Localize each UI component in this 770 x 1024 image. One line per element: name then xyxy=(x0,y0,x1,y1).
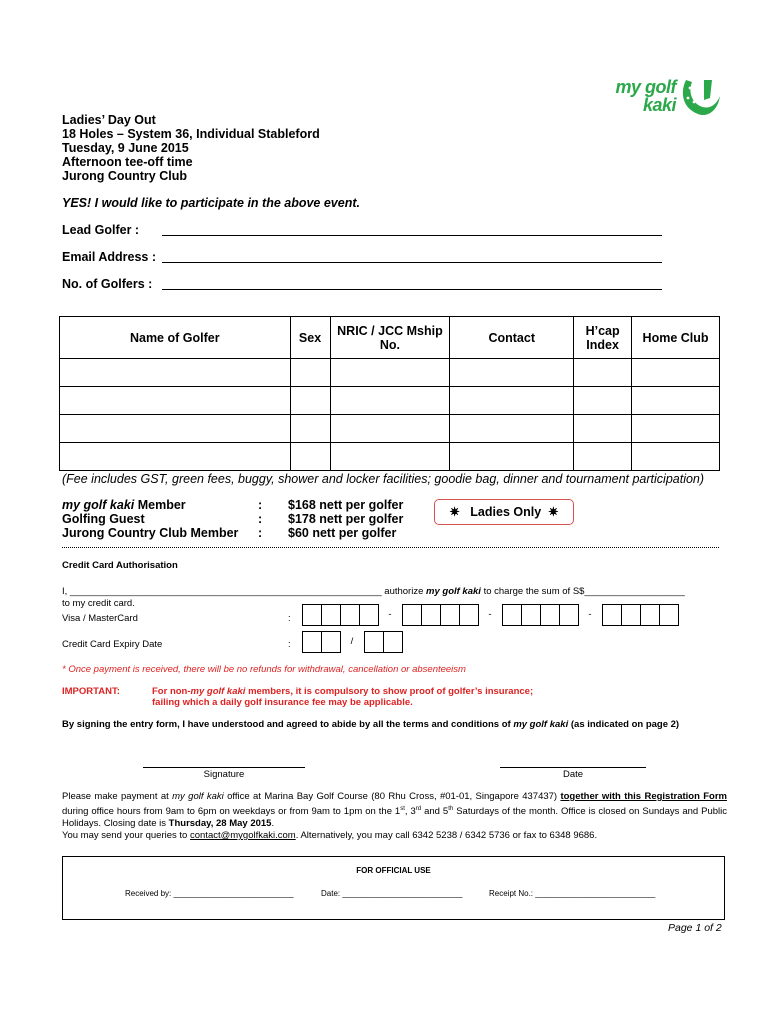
pay-sup: th xyxy=(448,806,454,812)
event-venue: Jurong Country Club xyxy=(62,169,187,183)
table-cell[interactable] xyxy=(60,415,291,443)
table-row xyxy=(60,415,720,443)
table-cell[interactable] xyxy=(632,415,720,443)
card-digit-box[interactable] xyxy=(340,604,360,626)
table-cell[interactable] xyxy=(632,443,720,471)
table-cell[interactable] xyxy=(330,443,450,471)
query-a: You may send your queries to xyxy=(62,830,190,841)
table-cell[interactable] xyxy=(60,443,291,471)
pay-sup: rd xyxy=(415,806,422,812)
event-title: Ladies’ Day Out xyxy=(62,113,156,127)
lead-golfer-row xyxy=(62,223,662,239)
section-divider xyxy=(62,547,719,548)
rate-price: $178 nett per golfer xyxy=(288,512,404,526)
col-hcap xyxy=(574,317,632,359)
credit-card-title: Credit Card Authorisation xyxy=(62,560,178,571)
table-cell[interactable] xyxy=(450,387,574,415)
lead-golfer-input[interactable] xyxy=(162,235,662,236)
table-cell[interactable] xyxy=(632,387,720,415)
expiry-colon: : xyxy=(288,639,291,650)
table-cell[interactable] xyxy=(290,443,330,471)
col-home-club: Home Club xyxy=(632,317,720,359)
authorisation-line xyxy=(62,586,722,597)
agree-brand: my golf kaki xyxy=(513,719,569,730)
col-nric xyxy=(330,317,450,359)
expiry-digit-box[interactable] xyxy=(383,631,403,653)
expiry-slash: / xyxy=(350,636,354,647)
signature-line[interactable] xyxy=(143,767,305,768)
table-row xyxy=(60,359,720,387)
table-cell[interactable] xyxy=(450,359,574,387)
fee-note: (Fee includes GST, green fees, buggy, shower and locker facilities; goodie bag, dinner and tournament participation) xyxy=(62,472,705,486)
refund-note: * Once payment is received, there will be no refunds for withdrawal, cancellation or absenteeism xyxy=(62,664,466,675)
event-details xyxy=(62,113,320,183)
golfer-table xyxy=(59,316,720,471)
rate-label xyxy=(62,498,186,512)
table-cell[interactable] xyxy=(330,359,450,387)
pay-underline: together with this Registration Form xyxy=(560,791,728,802)
event-format: 18 Holes – System 36, Individual Stableford xyxy=(62,127,320,141)
card-digit-box[interactable] xyxy=(640,604,660,626)
rate-colon: : xyxy=(258,498,263,512)
logo-line1: my golf xyxy=(615,77,676,97)
rate-label: Golfing Guest xyxy=(62,512,145,526)
golfers-count-label: No. of Golfers : xyxy=(62,277,153,291)
table-cell[interactable] xyxy=(450,415,574,443)
official-date-field[interactable]: Date: ___________________________ xyxy=(321,889,463,898)
card-digit-box[interactable] xyxy=(559,604,579,626)
table-row xyxy=(60,387,720,415)
pay-text: , 3 xyxy=(404,806,416,818)
table-cell[interactable] xyxy=(290,387,330,415)
table-cell[interactable] xyxy=(450,443,574,471)
expiry-digit-box[interactable] xyxy=(364,631,384,653)
golfers-count-row xyxy=(62,277,662,293)
ladies-only-badge xyxy=(434,499,574,525)
company-logo xyxy=(586,78,726,122)
logo-line2: kaki xyxy=(642,95,676,115)
pay-text: office at Marina Bay Golf Course (80 Rhu Cross, #01-01, Singapore 437437) xyxy=(223,791,561,802)
card-digit-box[interactable] xyxy=(659,604,679,626)
card-digit-box[interactable] xyxy=(459,604,479,626)
official-use-title: FOR OFFICIAL USE xyxy=(356,866,431,875)
receipt-no-field[interactable]: Receipt No.: ___________________________ xyxy=(489,889,656,898)
logo-wordmark xyxy=(586,78,676,114)
important-line1 xyxy=(152,686,533,697)
golf-swoosh-icon xyxy=(678,78,722,118)
card-digit-box[interactable] xyxy=(302,604,322,626)
auth-suffix: to charge the sum of S$___________________ xyxy=(480,586,685,597)
card-number-colon: : xyxy=(288,613,291,624)
important-b: members, it is compulsory to show proof of golfer’s insurance; xyxy=(245,686,534,697)
expiry-label: Credit Card Expiry Date xyxy=(62,639,163,650)
participation-statement: YES! I would like to participate in the above event. xyxy=(62,196,360,210)
auth-prefix: I, ___________________________________________________________ authorize xyxy=(62,586,427,597)
expiry-digit-box[interactable] xyxy=(302,631,322,653)
rate-price: $168 nett per golfer xyxy=(288,498,404,512)
rate-colon: : xyxy=(258,526,263,540)
email-input[interactable] xyxy=(162,262,662,263)
pay-text: during office hours from 9am to 6pm on weekdays or from 9am to 1pm on the 1 xyxy=(62,806,401,818)
star-icon: ✷ xyxy=(548,505,559,519)
col-sex: Sex xyxy=(290,317,330,359)
card-dash: - xyxy=(588,609,592,620)
page-number: Page 1 of 2 xyxy=(668,922,722,934)
pay-text: and 5 xyxy=(421,806,449,818)
pay-brand: my golf kaki xyxy=(172,791,224,802)
table-cell[interactable] xyxy=(574,415,632,443)
card-digit-box[interactable] xyxy=(440,604,460,626)
card-digit-box[interactable] xyxy=(502,604,522,626)
rate-label-text: Member xyxy=(134,498,186,512)
card-digit-box[interactable] xyxy=(359,604,379,626)
card-digit-box[interactable] xyxy=(602,604,622,626)
email-label: Email Address : xyxy=(62,250,157,264)
important-a: For non- xyxy=(152,686,191,697)
card-digit-box[interactable] xyxy=(321,604,341,626)
card-digit-box[interactable] xyxy=(621,604,641,626)
card-digit-box[interactable] xyxy=(421,604,441,626)
agreement-statement xyxy=(62,719,679,730)
rate-label: Jurong Country Club Member xyxy=(62,526,239,540)
card-digit-box[interactable] xyxy=(402,604,422,626)
table-cell[interactable] xyxy=(60,359,291,387)
pay-sup: st xyxy=(400,806,405,812)
table-cell[interactable] xyxy=(290,415,330,443)
received-by-field[interactable]: Received by: ___________________________ xyxy=(125,889,294,898)
col-hcap-line1: H’cap xyxy=(585,323,620,338)
signature-label: Signature xyxy=(203,769,245,780)
table-cell[interactable] xyxy=(632,359,720,387)
card-dash: - xyxy=(488,609,492,620)
table-cell[interactable] xyxy=(330,415,450,443)
col-nric-line1: NRIC / JCC Mship xyxy=(337,323,443,338)
query-b: . Alternatively, you may call 6342 5238 / 6342 5736 or fax to 6348 9686. xyxy=(295,830,598,841)
col-nric-line2: No. xyxy=(379,337,400,352)
table-cell[interactable] xyxy=(574,359,632,387)
date-line[interactable] xyxy=(500,767,646,768)
col-hcap-line2: Index xyxy=(586,337,619,352)
important-label: IMPORTANT: xyxy=(62,686,120,697)
card-type-label: Visa / MasterCard xyxy=(62,613,138,624)
auth-brand: my golf kaki xyxy=(426,586,481,597)
table-header-row xyxy=(60,317,720,359)
table-cell[interactable] xyxy=(574,443,632,471)
agree-b: (as indicated on page 2) xyxy=(568,719,680,730)
date-label: Date xyxy=(562,769,584,780)
event-date: Tuesday, 9 June 2015 xyxy=(62,141,189,155)
card-digit-box[interactable] xyxy=(521,604,541,626)
star-icon: ✷ xyxy=(449,505,460,519)
official-use-box xyxy=(62,856,725,920)
card-dash: - xyxy=(388,609,392,620)
closing-date: Thursday, 28 May 2015 xyxy=(168,818,272,830)
payment-instructions xyxy=(62,791,727,830)
table-cell[interactable] xyxy=(574,387,632,415)
card-digit-box[interactable] xyxy=(540,604,560,626)
rate-brand: my golf kaki xyxy=(62,498,135,512)
authorisation-line2: to my credit card. xyxy=(62,598,135,609)
col-contact: Contact xyxy=(450,317,574,359)
expiry-boxes xyxy=(302,631,402,653)
agree-a: By signing the entry form, I have understood and agreed to abide by all the terms and conditions of xyxy=(62,719,514,730)
expiry-digit-box[interactable] xyxy=(321,631,341,653)
rate-colon: : xyxy=(258,512,263,526)
email-row xyxy=(62,250,662,266)
card-number-boxes xyxy=(302,604,678,626)
important-line2: failing which a daily golf insurance fee may be applicable. xyxy=(152,697,413,708)
pay-text: Saturdays of the month. Office is closed on Sundays and Public Holidays. Closing date is xyxy=(62,806,728,830)
ladies-only-text: Ladies Only xyxy=(470,505,542,519)
pay-text: . xyxy=(271,818,275,830)
table-cell[interactable] xyxy=(60,387,291,415)
important-text xyxy=(152,686,533,708)
lead-golfer-label: Lead Golfer : xyxy=(62,223,140,237)
pay-text: Please make payment at xyxy=(62,791,173,802)
table-cell[interactable] xyxy=(330,387,450,415)
table-row xyxy=(60,443,720,471)
rate-price: $60 nett per golfer xyxy=(288,526,397,540)
important-brand: my golf kaki xyxy=(190,686,246,697)
table-cell[interactable] xyxy=(290,359,330,387)
contact-email-link[interactable]: contact@mygolfkaki.com xyxy=(189,830,296,841)
query-line xyxy=(62,830,597,841)
golfers-count-input[interactable] xyxy=(162,289,662,290)
col-name-of-golfer: Name of Golfer xyxy=(60,317,291,359)
event-time: Afternoon tee-off time xyxy=(62,155,193,169)
